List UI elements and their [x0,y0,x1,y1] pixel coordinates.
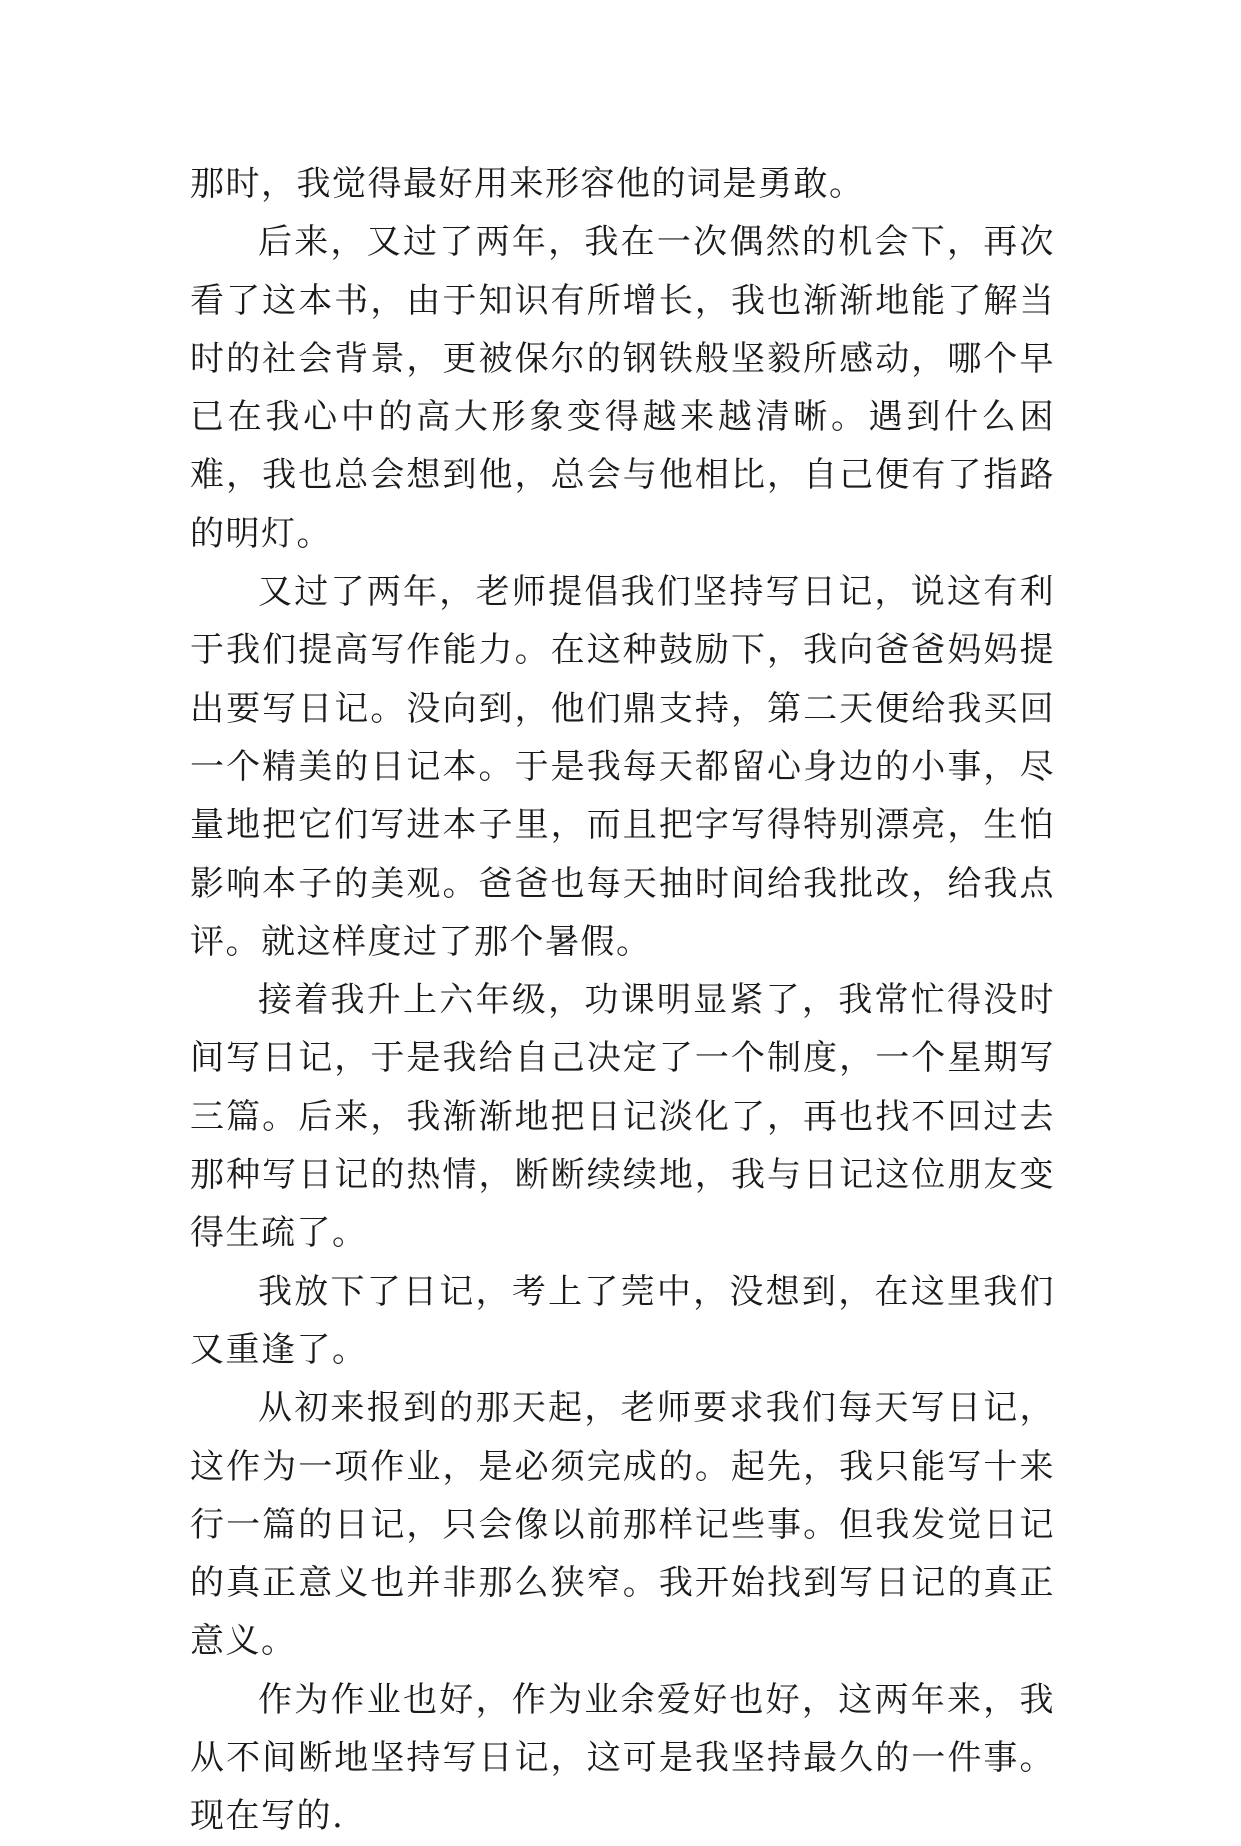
body-text [190,155,1055,1846]
paragraph: 从初来报到的那天起，老师要求我们每天写日记，这作为一项作业，是必须完成的。起先，我只能写十来行一篇的日记，只会像以前那样记些事。但我发觉日记的真正意义也并非那么狭窄。我开始找到写日记的真正意义。 [190,1388,1055,1662]
paragraph: 后来，又过了两年，我在一次偶然的机会下，再次看了这本书，由于知识有所增长，我也渐渐地能了解当时的社会背景，更被保尔的钢铁般坚毅所感动，哪个早已在我心中的高大形象变得越来越清晰。遇到什么困难，我也总会想到他，总会与他相比，自己便有了指路的明灯。 [190,222,1055,554]
paragraph: 又过了两年，老师提倡我们坚持写日记，说这有利于我们提高写作能力。在这种鼓励下，我向爸爸妈妈提出要写日记。没向到，他们鼎支持，第二天便给我买回一个精美的日记本。于是我每天都留心身边的小事，尽量地把它们写进本子里，而且把字写得特别漂亮，生怕影响本子的美观。爸爸也每天抽时间给我批改，给我点评。就这样度过了那个暑假。 [190,572,1055,962]
paragraph: 那时，我觉得最好用来形容他的词是勇敢。 [190,164,865,204]
paragraph: 我放下了日记，考上了莞中，没想到，在这里我们又重逢了。 [190,1271,1055,1370]
paragraph: 作为作业也好，作为业余爱好也好，这两年来，我从不间断地坚持写日记，这可是我坚持最久的一件事。现在写的. [190,1679,1055,1837]
paragraph: 接着我升上六年级，功课明显紧了，我常忙得没时间写日记，于是我给自己决定了一个制度，一个星期写三篇。后来，我渐渐地把日记淡化了，再也找不回过去那种写日记的热情，断断续续地，我与日记这位朋友变得生疏了。 [190,980,1055,1254]
